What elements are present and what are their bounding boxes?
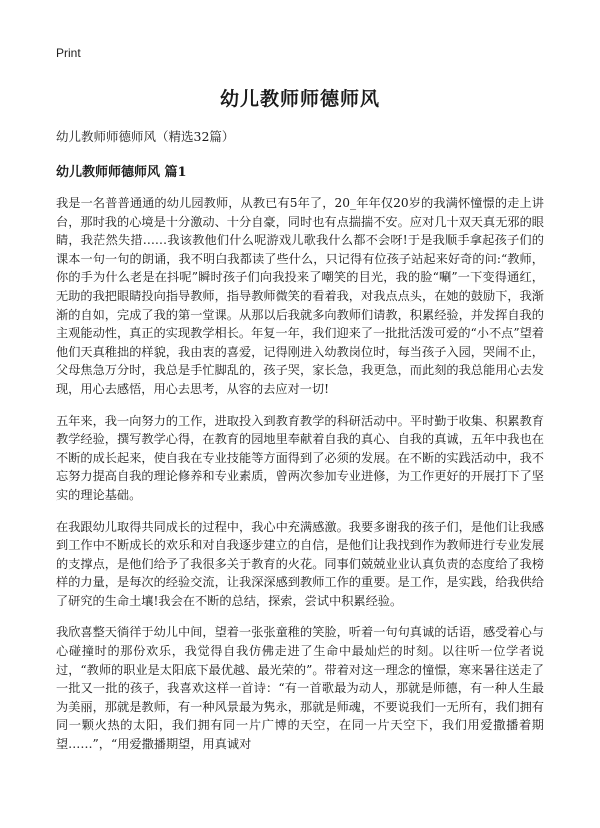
print-link[interactable]: Print bbox=[56, 46, 81, 60]
document-subtitle: 幼儿教师师德师风（精选32篇） bbox=[56, 129, 235, 144]
paragraph-2: 五年来，我一向努力的工作，进取投入到教育教学的科研活动中。平时勤于收集、积累教育教学经验，撰写教学心得，在教育的园地里奉献着自我的真心、自我的真诚，五年中我也在不断的成长起来，使自我在专业技能等方面得到了必须的发展。在不断的实践活动中，我不忘努力提高自我的理论修养和专业素质，曾两次参加专业进修，为工作更好的开展打下了坚实的理论基础。 bbox=[56, 413, 544, 502]
paragraph-1: 我是一名普普通通的幼儿园教师，从教已有5年了，20_年年仅20岁的我满怀憧憬的走上讲台，那时我的心境是十分激动、十分自豪，同时也有点揣揣不安。应对几十双天真无邪的眼睛，我茫然失措……我该教他们什么呢游戏儿歌我什么都不会呀!于是我顺手拿起孩子们的课本一句一句的朗诵，我不明白我都读了些什么，只记得有位孩子站起来好奇的问:“教师，你的手为什么老是在抖呢”瞬时孩子们向我投来了嘲笑的目光，我的脸“唰”一下变得通红，无助的我把眼睛投向指导教师，指导教师微笑的看着我，对我点点头，在她的鼓励下，我渐渐的自如，完成了我的第一堂课。从那以后我就多向教师们请教，积累经验，并发挥自我的主观能动性，真正的实现教学相长。年复一年，我们迎来了一批批活泼可爱的“小不点”望着他们天真稚拙的样貌，我由衷的喜爱，记得刚进入幼教岗位时，每当孩子入园，哭闹不止，父母焦急万分时，我总是手忙脚乱的，孩子哭，家长急，我更急，而此刻的我总能用心去发现，用心去感悟，用心去思考，从容的去应对一切! bbox=[56, 196, 544, 396]
section-heading: 幼儿教师师德师风 篇1 bbox=[56, 165, 187, 180]
document-title: 幼儿教师师德师风 bbox=[219, 88, 380, 110]
paragraph-3: 在我跟幼儿取得共同成长的过程中，我心中充满感激。我要多谢我的孩子们，是他们让我感到工作中不断成长的欢乐和对自我逐步建立的自信，是他们让我找到作为教师进行专业发展的支撑点，是他们给予了我很多关于教育的火花。同事们兢兢业业认真负责的态度给了我榜样的力量，是每次的经验交流，让我深深感到教师工作的重要。是工作，是实践，给我供给了研究的生命土壤!我会在不断的总结，探索，尝试中积累经验。 bbox=[56, 519, 544, 608]
paragraph-4: 我欣喜整天徜徉于幼儿中间，望着一张张童稚的笑脸，听着一句句真诚的话语，感受着心与心碰撞时的那份欢乐，我觉得自我仿佛走进了生命中最灿烂的时刻。以往听一位学者说过，“教师的职业是太阳底下最优越、最光荣的”。带着对这一理念的憧憬，寒来暑往送走了一批又一批的孩子，我喜欢这样一首诗：“有一首歌最为动人，那就是师德，有一种人生最为美丽，那就是教师，有一种风景最为隽永，那就是师魂，不要说我们一无所有，我们拥有同一颗火热的太阳，我们拥有同一片广博的天空，在同一片天空下，我们用爱撒播着期望……”，“用爱撒播期望，用真诚对 bbox=[56, 625, 544, 752]
